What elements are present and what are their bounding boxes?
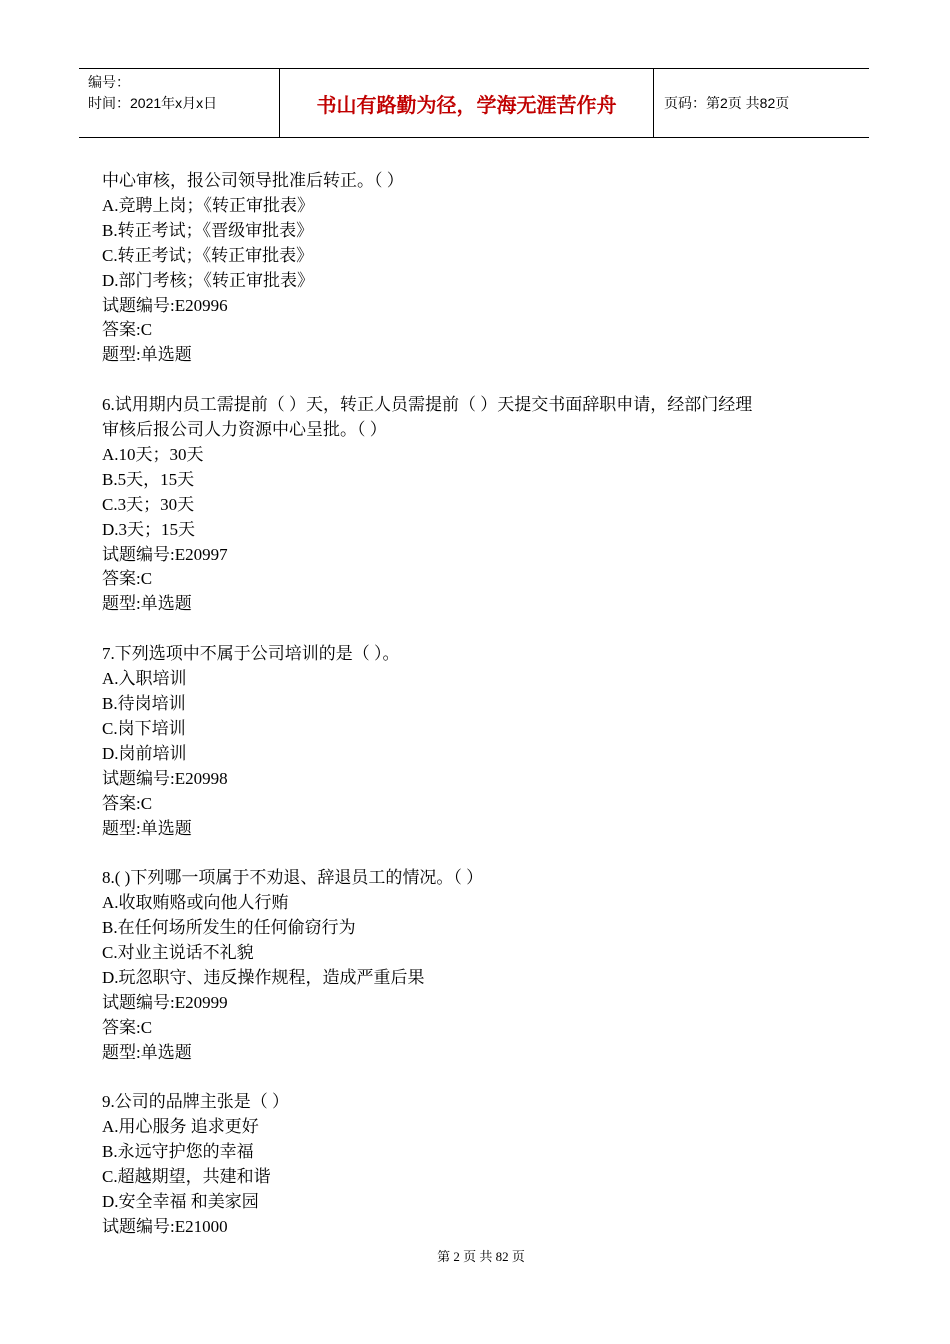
question-block	[102, 866, 862, 1065]
question-text: 7.下列选项中不属于公司培训的是（ ）。	[102, 644, 400, 664]
question-type: 题型:单选题	[102, 345, 192, 365]
option-b: B.永远守护您的幸福	[102, 1142, 254, 1162]
header-motto: 书山有路勤为径，学海无涯苦作舟	[280, 69, 654, 137]
question-block	[102, 393, 862, 617]
option-b: B.在任何场所发生的任何偷窃行为	[102, 918, 356, 938]
option-d: D.部门考核；《转正审批表》	[102, 270, 315, 290]
option-c: C.超越期望，共建和谐	[102, 1167, 271, 1187]
question-id: 试题编号:E20997	[102, 544, 228, 564]
question-type: 题型:单选题	[102, 818, 192, 838]
number-label: 编号：	[88, 74, 130, 90]
question-block	[102, 642, 862, 841]
option-d: D.安全幸福 和美家园	[102, 1192, 259, 1212]
question-text: 9.公司的品牌主张是（ ）	[102, 1092, 289, 1112]
option-c: C.3天；30天	[102, 494, 195, 514]
question-id: 试题编号:E20999	[102, 992, 228, 1012]
option-b: B.5天，15天	[102, 469, 195, 489]
option-c: C.对业主说话不礼貌	[102, 943, 254, 963]
question-block	[102, 169, 862, 368]
question-text: 6.试用期内员工需提前（ ）天，转正人员需提前（ ）天提交书面辞职申请，经部门经理	[102, 395, 753, 415]
header-page-info: 页码：第2页 共82页	[664, 95, 790, 111]
option-a: A.10天；30天	[102, 444, 204, 464]
answer: 答案:C	[102, 569, 153, 589]
question-id: 试题编号:E20998	[102, 768, 228, 788]
option-a: A.竞聘上岗；《转正审批表》	[102, 195, 315, 215]
question-id: 试题编号:E21000	[102, 1217, 228, 1236]
option-b: B.转正考试；《晋级审批表》	[102, 220, 314, 240]
question-id: 试题编号:E20996	[102, 295, 228, 315]
question-text-continued: 审核后报公司人力资源中心呈批。（ ）	[102, 420, 387, 440]
question-block	[102, 1090, 862, 1239]
answer: 答案:C	[102, 793, 153, 813]
page-footer: 第 2 页 共 82 页	[437, 1249, 525, 1264]
time-label: 时间：2021年x月x日	[88, 95, 218, 111]
option-a: A.收取贿赂或向他人行贿	[102, 893, 289, 913]
answer: 答案:C	[102, 1017, 153, 1037]
option-a: A.用心服务 追求更好	[102, 1117, 259, 1137]
option-b: B.待岗培训	[102, 694, 186, 713]
answer: 答案:C	[102, 320, 153, 340]
option-c: C.转正考试；《转正审批表》	[102, 245, 314, 265]
question-text: 中心审核，报公司领导批准后转正。（ ）	[102, 171, 404, 190]
option-c: C.岗下培训	[102, 718, 186, 738]
question-list	[102, 169, 862, 1265]
option-d: D.岗前培训	[102, 743, 187, 763]
question-type: 题型:单选题	[102, 594, 192, 614]
question-text: 8.( )下列哪一项属于不劝退、辞退员工的情况。（ ）	[102, 868, 484, 888]
question-type: 题型:单选题	[102, 1042, 192, 1062]
document-header	[79, 68, 869, 138]
option-d: D.3天；15天	[102, 519, 196, 539]
option-d: D.玩忽职守、违反操作规程，造成严重后果	[102, 967, 425, 987]
option-a: A.入职培训	[102, 669, 187, 689]
header-meta	[79, 69, 280, 137]
